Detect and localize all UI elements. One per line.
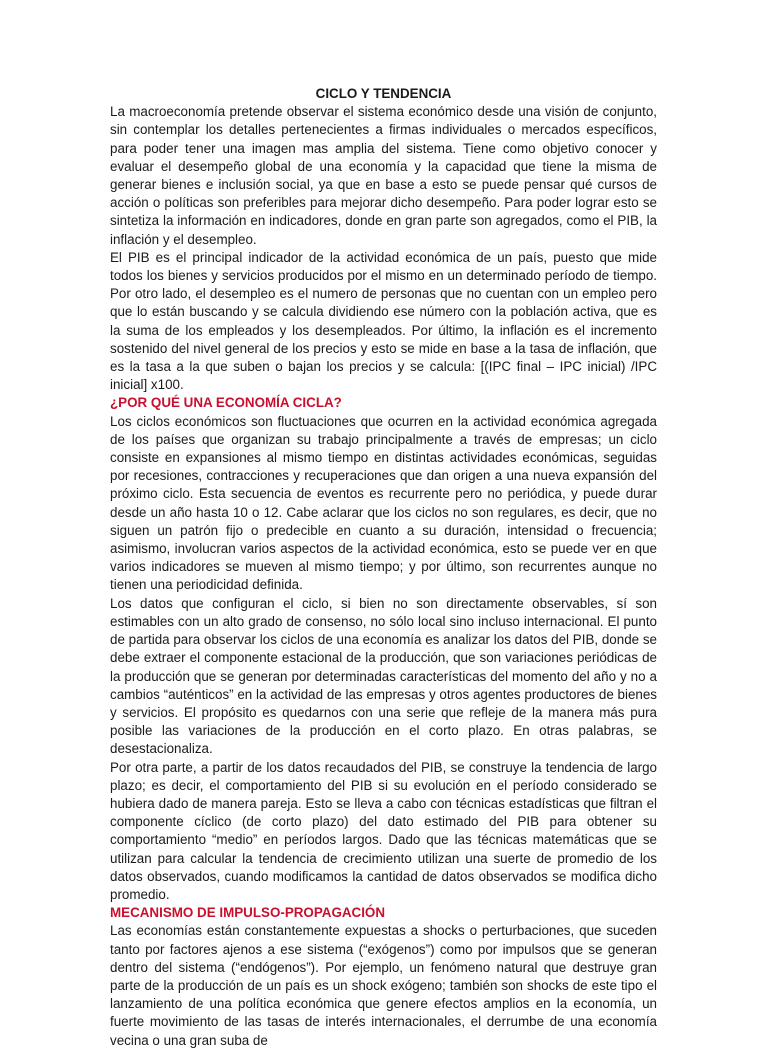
intro-paragraph-1: La macroeconomía pretende observar el sistema económico desde una visión de conjunto, sin contemplar los detalles pertenecientes a firmas individuales o mercados específicos, para poder tener una imagen mas amplia del sistema. Tiene como objetivo conocer y evaluar el desempeño global de una economía y la capacidad que tiene la misma de generar bienes e inclusión social, ya que en base a esto se puede pensar qué cursos de acción o políticas son preferibles para mejorar dicho desempeño. Para poder lograr esto se sintetiza la información en indicadores, donde en gran parte son agregados, como el PIB, la inflación y el desempleo. — [110, 104, 657, 247]
intro-paragraph-2: El PIB es el principal indicador de la actividad económica de un país, puesto que mide todos los bienes y servicios producidos por el mismo en un determinado período de tiempo. Por otro lado, el desempleo es el numero de personas que no cuentan con un empleo pero que lo están buscando y se calcula dividiendo ese número con la población activa, que es la suma de los empleados y los desempleados. Por último, la inflación es el incremento sostenido del nivel general de los precios y esto se mide en base a la tasa de inflación, que es la tasa a la que suben o bajan los precios y se calcula: [(IPC final – IPC inicial) /IPC inicial] x100. — [110, 249, 657, 393]
document-page — [110, 85, 657, 1050]
section-heading-impulso: MECANISMO DE IMPULSO-PROPAGACIÓN — [110, 905, 386, 921]
section2-paragraph-1: Las economías están constantemente expuestas a shocks o perturbaciones, que suceden tanto por factores ajenos a ese sistema (“exógenos”) como por impulsos que se generan dentro del sistema (“endógenos”). Por ejemplo, un fenómeno natural que destruye gran parte de la producción de un país es un shock exógeno; también son shocks de este tipo el lanzamiento de una política económica que genere efectos amplios en la economía, un fuerte movimiento de las tasas de interés internacionales, el derrumbe de una economía vecina o una gran suba de — [110, 923, 657, 1048]
section1-paragraph-1: Los ciclos económicos son fluctuaciones que ocurren en la actividad económica agregada de los países que organizan su trabajo principalmente a través de empresas; un ciclo consiste en expansiones al mismo tiempo en distintas actividades económicas, seguidas por recesiones, contracciones y recuperaciones que dan origen a una nueva expansión del próximo ciclo. Esta secuencia de eventos es recurrente pero no periódica, y puede durar desde un año hasta 10 o 12. Cabe aclarar que los ciclos no son regulares, es decir, que no siguen un patrón fijo o predecible en cuanto a su duración, intensidad o frecuencia; asimismo, involucran varios aspectos de la actividad económica, esto se puede ver en que varios indicadores se mueven al mismo tiempo; y por último, son recurrentes aunque no tienen una periodicidad definida. — [110, 413, 657, 593]
section1-paragraph-3: Por otra parte, a partir de los datos recaudados del PIB, se construye la tendencia de largo plazo; es decir, el comportamiento del PIB si su evolución en el período considerado se hubiera dado de manera pareja. Esto se lleva a cabo con técnicas estadísticas que filtran el componente cíclico (de corto plazo) del dato estimado del PIB para obtener su comportamiento “medio” en períodos largos. Dado que las técnicas matemáticas que se utilizan para calcular la tendencia de crecimiento utilizan una suerte de promedio de los datos observados, cuando modificamos la cantidad de datos observados se modifica dicho promedio. — [110, 759, 657, 902]
document-title: CICLO Y TENDENCIA — [315, 86, 452, 101]
section-heading-ciclo: ¿POR QUÉ UNA ECONOMÍA CICLA? — [110, 395, 342, 411]
section1-paragraph-2: Los datos que configuran el ciclo, si bien no son directamente observables, sí son estimables con un alto grado de consenso, no sólo local sino incluso internacional. El punto de partida para observar los ciclos de una economía es analizar los datos del PIB, donde se debe extraer el componente estacional de la producción, que son variaciones periódicas de la producción que se generan por determinadas características del momento del año y no a cambios “auténticos” en la actividad de las empresas y otros agentes productores de bienes y servicios. El propósito es quedarnos con una serie que refleje de la manera más pura posible las variaciones de la producción en el corto plazo. En otras palabras, se desestacionaliza. — [110, 595, 657, 757]
